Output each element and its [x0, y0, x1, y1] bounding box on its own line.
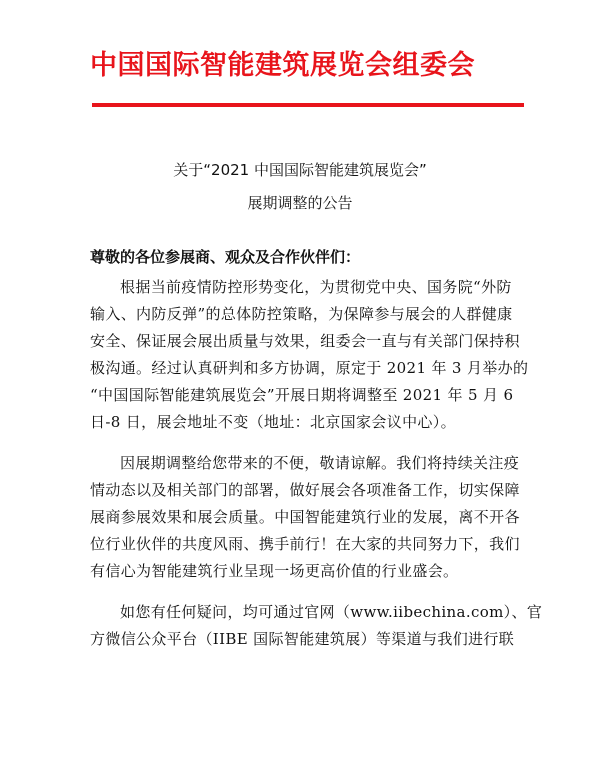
paragraph-line: 展商参展效果和展会质量。中国智能建筑行业的发展，离不开各 [90, 508, 520, 526]
paragraph-line: “中国国际智能建筑展览会”开展日期将调整至 2021 年 5 月 6 [90, 386, 514, 404]
paragraph-line: 安全、保证展会展出质量与效果，组委会一直与有关部门保持积 [90, 332, 520, 350]
paragraph-line: 有信心为智能建筑行业呈现一场更高价值的行业盛会。 [90, 562, 459, 580]
title-line-1: 关于“2021 中国国际智能建筑展览会” [173, 161, 427, 179]
salutation: 尊敬的各位参展商、观众及合作伙伴们： [90, 248, 361, 266]
header-divider [92, 103, 524, 107]
paragraph-line: 因展期调整给您带来的不便，敬请谅解。我们将持续关注疫 [120, 454, 520, 472]
paragraph-line: 极沟通。经过认真研判和多方协调，原定于 2021 年 3 月举办的 [90, 359, 529, 377]
paragraph-2 [90, 453, 520, 581]
paragraph-spacer [90, 439, 520, 453]
announcement-body [90, 277, 543, 656]
paragraph-line: 日-8 日，展会地址不变（地址：北京国家会议中心）。 [90, 413, 456, 431]
title-line-2: 展期调整的公告 [247, 194, 353, 212]
paragraph-line: 情动态以及相关部门的部署，做好展会各项准备工作，切实保障 [90, 481, 520, 499]
paragraph-3 [90, 602, 543, 649]
paragraph-line: 根据当前疫情防控形势变化，为贯彻党中央、国务院“外防 [120, 278, 512, 296]
paragraph-spacer [90, 588, 520, 602]
organization-header: 中国国际智能建筑展览会组委会 [90, 50, 475, 81]
paragraph-line: 输入、内防反弹”的总体防控策略，为保障参与展会的人群健康 [90, 305, 513, 323]
paragraph-1 [90, 277, 529, 432]
paragraph-line: 位行业伙伴的共度风雨、携手前行！在大家的共同努力下，我们 [90, 535, 520, 553]
announcement-title [90, 160, 510, 226]
paragraph-line: 如您有任何疑问，均可通过官网（www.iibechina.com）、官 [120, 603, 543, 621]
paragraph-line: 方微信公众平台（IIBE 国际智能建筑展）等渠道与我们进行联 [90, 630, 515, 648]
